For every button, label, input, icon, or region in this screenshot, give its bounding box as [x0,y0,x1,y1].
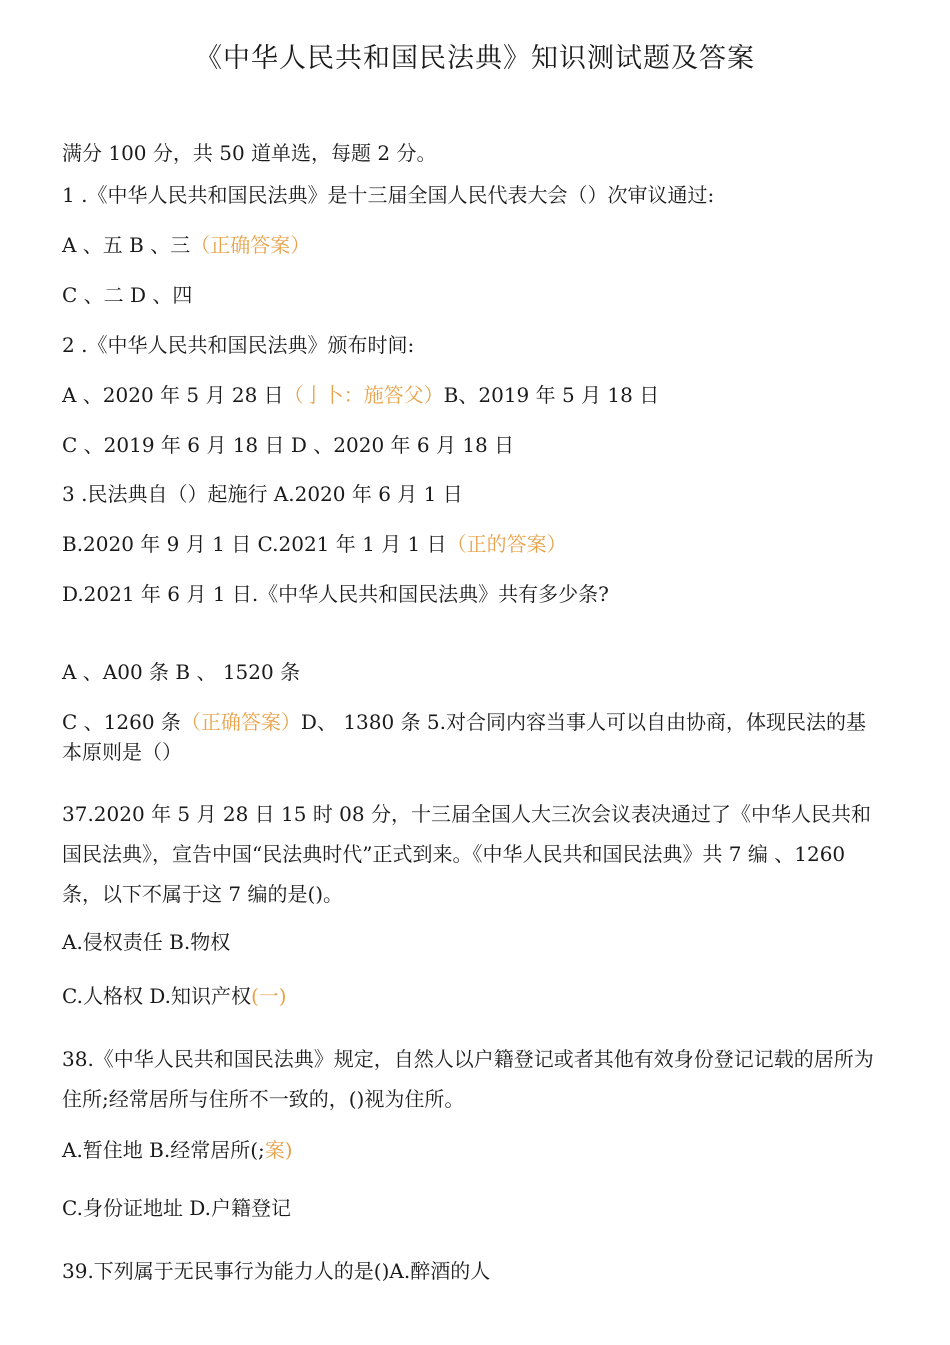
question-37: 37.2020 年 5 月 28 日 15 时 08 分，十三届全国人大三次会议表决通过了《中华人民共和 国民法典》，宣告中国“民法典时代”正式到来。《中华人民共和国民法典》共 7 编 、1260 条，以下不属于这 7 编的是()。 [62,802,871,906]
option-text: A.暂住地 B.经常居所(; [62,1138,265,1162]
answer-mark: （正确答案） [190,233,311,257]
question-1: 1 .《中华人民共和国民法典》是十三届全国人民代表大会（）次审议通过: [62,183,715,207]
question-37-options-c-d [62,981,878,1011]
option-text: A 、五 B 、三 [62,233,191,257]
option-text: C 、1260 条 [62,710,181,734]
question-4-options-c-d-and-question-5 [62,707,878,767]
document-title: 《中华人民共和国民法典》知识测试题及答案 [195,43,755,74]
question-2-options-c-d: C 、2019 年 6 月 18 日 D 、2020 年 6 月 18 日 [62,433,515,457]
answer-mark: (一) [250,984,287,1008]
question-3: 3 .民法典自（）起施行 A.2020 年 6 月 1 日 [62,482,463,506]
option-text-after: B、2019 年 5 月 18 日 [443,383,660,407]
option-text: C.人格权 D.知识产权 [62,984,251,1008]
question-2-options-a-b [62,380,878,410]
question-1-options-c-d: C 、二 D 、四 [62,283,193,307]
answer-mark: （正确答案） [180,710,301,734]
question-3-option-d-and-question-4: D.2021 年 6 月 1 日.《中华人民共和国民法典》共有多少条? [62,582,609,606]
intro-text: 满分 100 分，共 50 道单选，每题 2 分。 [62,141,437,165]
question-1-options-a-b [62,230,878,260]
option-text: B.2020 年 9 月 1 日 C.2021 年 1 月 1 日 [62,532,447,556]
answer-mark: （亅卜：施答父） [283,383,444,407]
question-37-options-a-b: A.侵权责任 B.物权 [62,930,231,954]
question-3-options-b-c [62,529,878,559]
question-38: 38.《中华人民共和国民法典》规定，自然人以户籍登记或者其他有效身份登记记载的居所为住所;经常居所与住所不一致的，()视为住所。 [62,1047,874,1111]
question-4-options-a-b: A 、A00 条 B 、 1520 条 [62,660,301,684]
question-38-options-a-b [62,1135,878,1165]
option-text-after: D、 1380 条 5.对合同内容当事人可以自由协商，体现民法的基本原则是（） [62,710,867,764]
answer-mark: （正的答案） [446,532,567,556]
question-2: 2 .《中华人民共和国民法典》颁布时间: [62,333,415,357]
answer-mark: 案) [264,1138,293,1162]
option-text: A 、2020 年 5 月 28 日 [62,383,284,407]
question-39: 39.下列属于无民事行为能力人的是()A.醉酒的人 [62,1259,491,1283]
question-38-options-c-d: C.身份证地址 D.户籍登记 [62,1196,291,1220]
